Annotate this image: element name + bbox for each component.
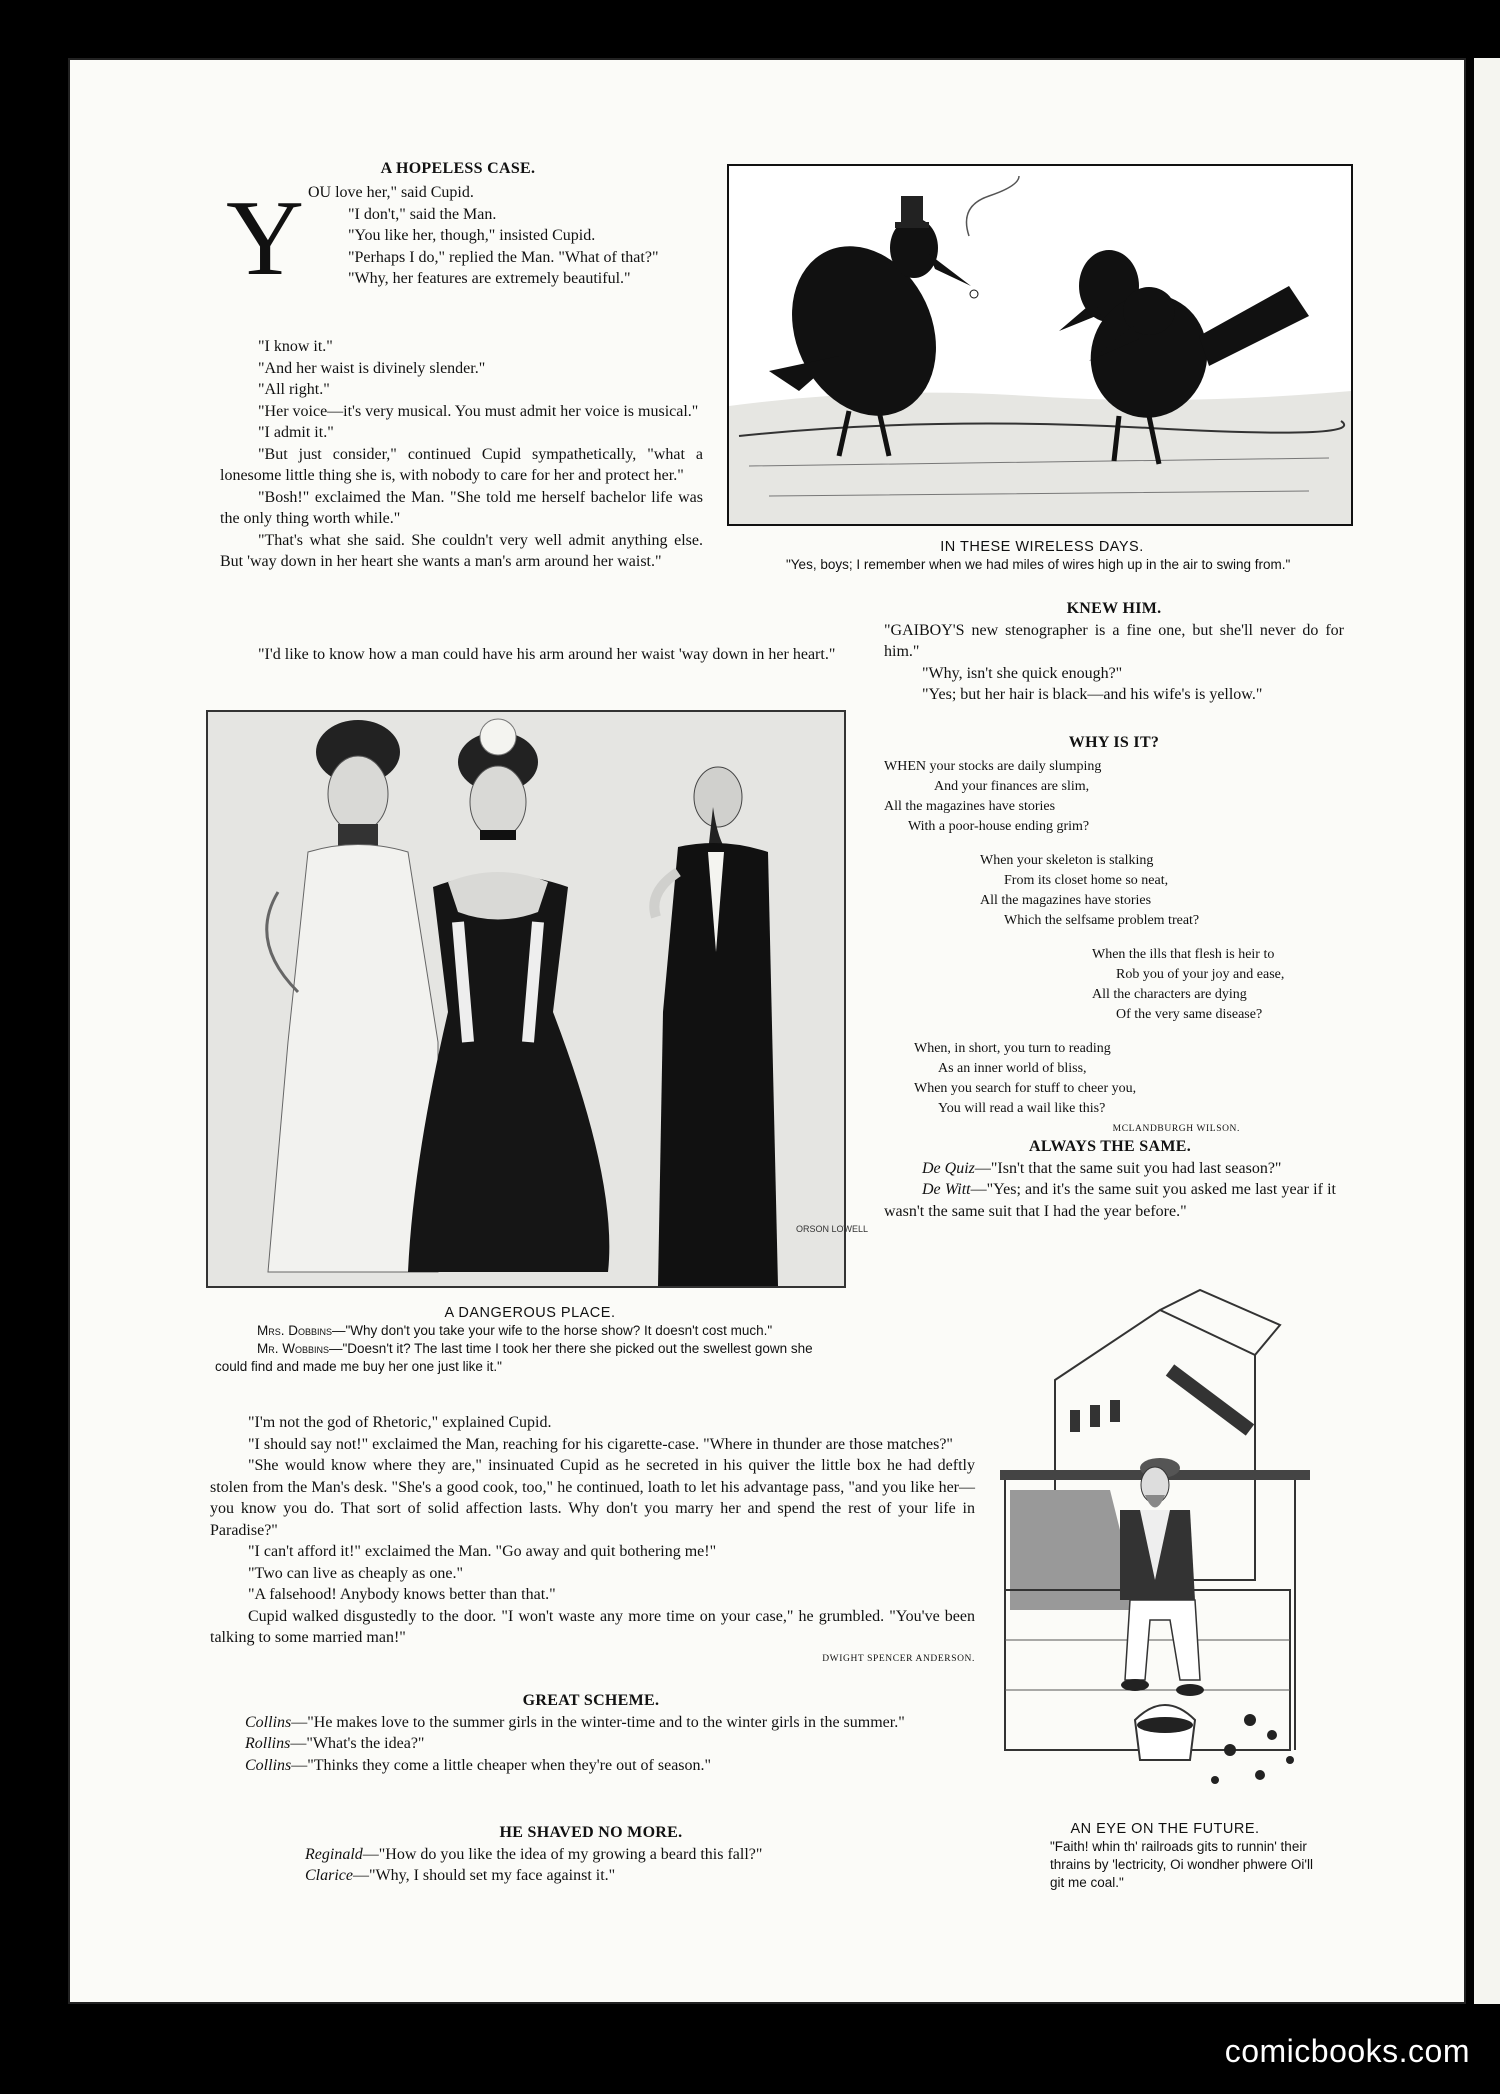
hopeless-opening — [308, 182, 703, 290]
hopeless-para: "I know it." — [258, 338, 333, 355]
dangerous-caption — [215, 1304, 845, 1376]
great-scheme-section — [207, 1690, 975, 1776]
knew-him-section — [884, 598, 1344, 706]
future-title: AN EYE ON THE FUTURE. — [1070, 1821, 1260, 1837]
poem-line: From its closet home so neat, — [1004, 873, 1169, 888]
poem-line: And your finances are slim, — [934, 779, 1090, 794]
drop-cap: Y — [226, 179, 304, 298]
hopeless-line-3: "You like her, though," insisted Cupid. — [348, 227, 596, 244]
speaker-reginald: Reginald — [305, 1845, 363, 1863]
hopeless-wide-para — [220, 644, 870, 666]
site-watermark: comicbooks.com — [1224, 2033, 1470, 2069]
always-line-1: —"Isn't that the same suit you had last season?" — [974, 1159, 1282, 1177]
poem-line: With a poor-house ending grim? — [908, 819, 1090, 834]
shaved-line-1: —"How do you like the idea of my growing a beard this fall?" — [362, 1845, 763, 1863]
great-title: GREAT SCHEME. — [522, 1692, 660, 1709]
hopeless-signature: DWIGHT SPENCER ANDERSON. — [822, 1653, 975, 1664]
hopeless-para: "And her waist is divinely slender." — [258, 359, 486, 377]
poem-line: All the characters are dying — [1092, 987, 1247, 1002]
poem-line: When you search for stuff to cheer you, — [914, 1081, 1137, 1096]
future-text: "Faith! whin th' railroads gits to runnin' their thrains by 'lectricity, Oi wondher phwere Oi'll git me coal." — [1050, 1839, 1313, 1890]
artist-signature: ORSON LOWELL — [796, 1224, 869, 1234]
hopeless-line-1: OU love her," said Cupid. — [308, 184, 474, 201]
hopeless-continued — [210, 1412, 975, 1670]
speaker-de-quiz: De Quiz — [922, 1159, 975, 1177]
knew-para-3: "Yes; but her hair is black—and his wife's is yellow." — [922, 686, 1263, 703]
dangerous-line-2: —"Doesn't it? The last time I took her there she picked out the swellest gown she could find and made me buy her one just like it." — [215, 1341, 813, 1374]
hopeless-para: "All right." — [258, 381, 330, 398]
always-same-section — [884, 1136, 1336, 1222]
poem-line: You will read a wail like this? — [938, 1101, 1106, 1116]
hopeless-para: "I admit it." — [258, 424, 334, 441]
speaker-mr-wobbins: Mr. Wobbins — [257, 1341, 329, 1356]
why-stanza-1 — [884, 757, 1344, 837]
speaker-mrs-dobbins: Mrs. Dobbins — [257, 1323, 333, 1338]
why-signature: MCLANDBURGH WILSON. — [1112, 1124, 1240, 1134]
why-stanza-2 — [884, 851, 1344, 931]
why-is-it-section — [884, 733, 1344, 1139]
hopeless-cont-para: "Two can live as cheaply as one." — [248, 1564, 463, 1582]
poem-line: When, in short, you turn to reading — [914, 1041, 1111, 1056]
speaker-de-witt: De Witt — [922, 1181, 971, 1198]
speaker-collins: Collins — [245, 1713, 292, 1731]
hopeless-para: "But just consider," continued Cupid sympathetically, "what a lonesome little thing she is, with nobody to care for her and protect her." — [220, 445, 703, 484]
poem-line: Which the selfsame problem treat? — [1004, 913, 1200, 928]
shaved-line-2: —"Why, I should set my face against it." — [353, 1867, 616, 1884]
poem-line: WHEN your stocks are daily slumping — [884, 759, 1102, 774]
wireless-caption — [756, 538, 1328, 574]
great-line-2: —"What's the idea?" — [290, 1735, 425, 1752]
hopeless-final-para: Cupid walked disgustedly to the door. "I won't waste any more time on your case," he grumbled. "You've been talking to some married man!" — [210, 1607, 975, 1646]
great-line-1: —"He makes love to the summer girls in the winter-time and to the winter girls in the summer." — [291, 1713, 905, 1731]
crows-cartoon — [727, 164, 1353, 526]
hopeless-para: "That's what she said. She couldn't very well admit anything else. But 'way down in her heart she wants a man's arm around her waist." — [220, 531, 703, 570]
ladies-drawing — [208, 712, 869, 1286]
knew-para-2: "Why, isn't she quick enough?" — [922, 664, 1123, 682]
wireless-text: "Yes, boys; I remember when we had miles of wires high up in the air to swing from." — [786, 557, 1291, 572]
hopeless-cont-para: "She would know where they are," insinuated Cupid as he secreted in his quiver the little box he had deftly stolen from the Man's desk. "She's a good cook, too," he continued, loath to let his advantage pass, "and you like her—you know you do. That sort of solid affection lasts. Why don't you marry her and spend the rest of your life in Paradise?" — [210, 1457, 975, 1539]
wireless-title: IN THESE WIRELESS DAYS. — [940, 539, 1144, 555]
hopeless-line-5: "Why, her features are extremely beautiful." — [348, 270, 631, 287]
knew-title: KNEW HIM. — [1066, 600, 1162, 617]
hopeless-body — [220, 336, 703, 573]
why-stanza-4 — [884, 1039, 1344, 1119]
hopeless-cont-para: "A falsehood! Anybody knows better than that." — [248, 1586, 556, 1603]
hopeless-cont-para: "I should say not!" exclaimed the Man, reaching for his cigarette-case. "Where in thunder are those matches?" — [248, 1435, 953, 1453]
hopeless-para: "Bosh!" exclaimed the Man. "She told me herself bachelor life was the only thing worth while." — [220, 488, 703, 527]
hopeless-para: "Her voice—it's very musical. You must admit her voice is musical." — [258, 402, 699, 420]
poem-line: Rob you of your joy and ease, — [1116, 967, 1285, 982]
speaker-collins: Collins — [245, 1756, 292, 1774]
poem-line: All the magazines have stories — [980, 893, 1152, 908]
speaker-clarice: Clarice — [305, 1867, 353, 1884]
always-title: ALWAYS THE SAME. — [1028, 1138, 1192, 1155]
dangerous-line-1: —"Why don't you take your wife to the horse show? It doesn't cost much." — [332, 1323, 773, 1338]
poem-line: All the magazines have stories — [884, 799, 1056, 814]
speaker-rollins: Rollins — [245, 1735, 291, 1752]
why-title: WHY IS IT? — [1068, 734, 1160, 751]
hopeless-line-2: "I don't," said the Man. — [348, 205, 497, 223]
hopeless-cont-para: "I'm not the god of Rhetoric," explained Cupid. — [248, 1414, 552, 1431]
crows-illustration — [729, 166, 1351, 524]
hopeless-para: "I'd like to know how a man could have his arm around her waist 'way down in her heart." — [258, 646, 836, 663]
why-stanza-3 — [884, 945, 1344, 1025]
next-page-edge — [1474, 58, 1500, 2004]
hopeless-line-4: "Perhaps I do," replied the Man. "What of that?" — [348, 248, 659, 266]
coal-man-illustration — [990, 1280, 1330, 1810]
shaved-title: HE SHAVED NO MORE. — [499, 1824, 683, 1841]
great-line-3: —"Thinks they come a little cheaper when they're out of season." — [291, 1756, 712, 1774]
shaved-section — [207, 1822, 975, 1887]
knew-para-1: "GAIBOY'S new stenographer is a fine one, but she'll never do for him." — [884, 621, 1344, 660]
poem-line: When the ills that flesh is heir to — [1092, 947, 1275, 962]
ladies-illustration — [206, 710, 869, 1288]
hopeless-title: A HOPELESS CASE. — [380, 160, 536, 177]
dangerous-title: A DANGEROUS PLACE. — [444, 1305, 616, 1321]
hopeless-cont-para: "I can't afford it!" exclaimed the Man. "Go away and quit bothering me!" — [248, 1543, 717, 1560]
poem-line: When your skeleton is stalking — [980, 853, 1154, 868]
always-line-2: —"Yes; and it's the same suit you asked me last year if it wasn't the same suit that I had the year before." — [884, 1181, 1337, 1220]
poem-line: As an inner world of bliss, — [938, 1061, 1087, 1076]
poem-line: Of the very same disease? — [1116, 1007, 1263, 1022]
coal-man-drawing — [990, 1280, 1330, 1810]
future-caption — [1000, 1820, 1330, 1892]
hopeless-title-box — [338, 158, 578, 180]
